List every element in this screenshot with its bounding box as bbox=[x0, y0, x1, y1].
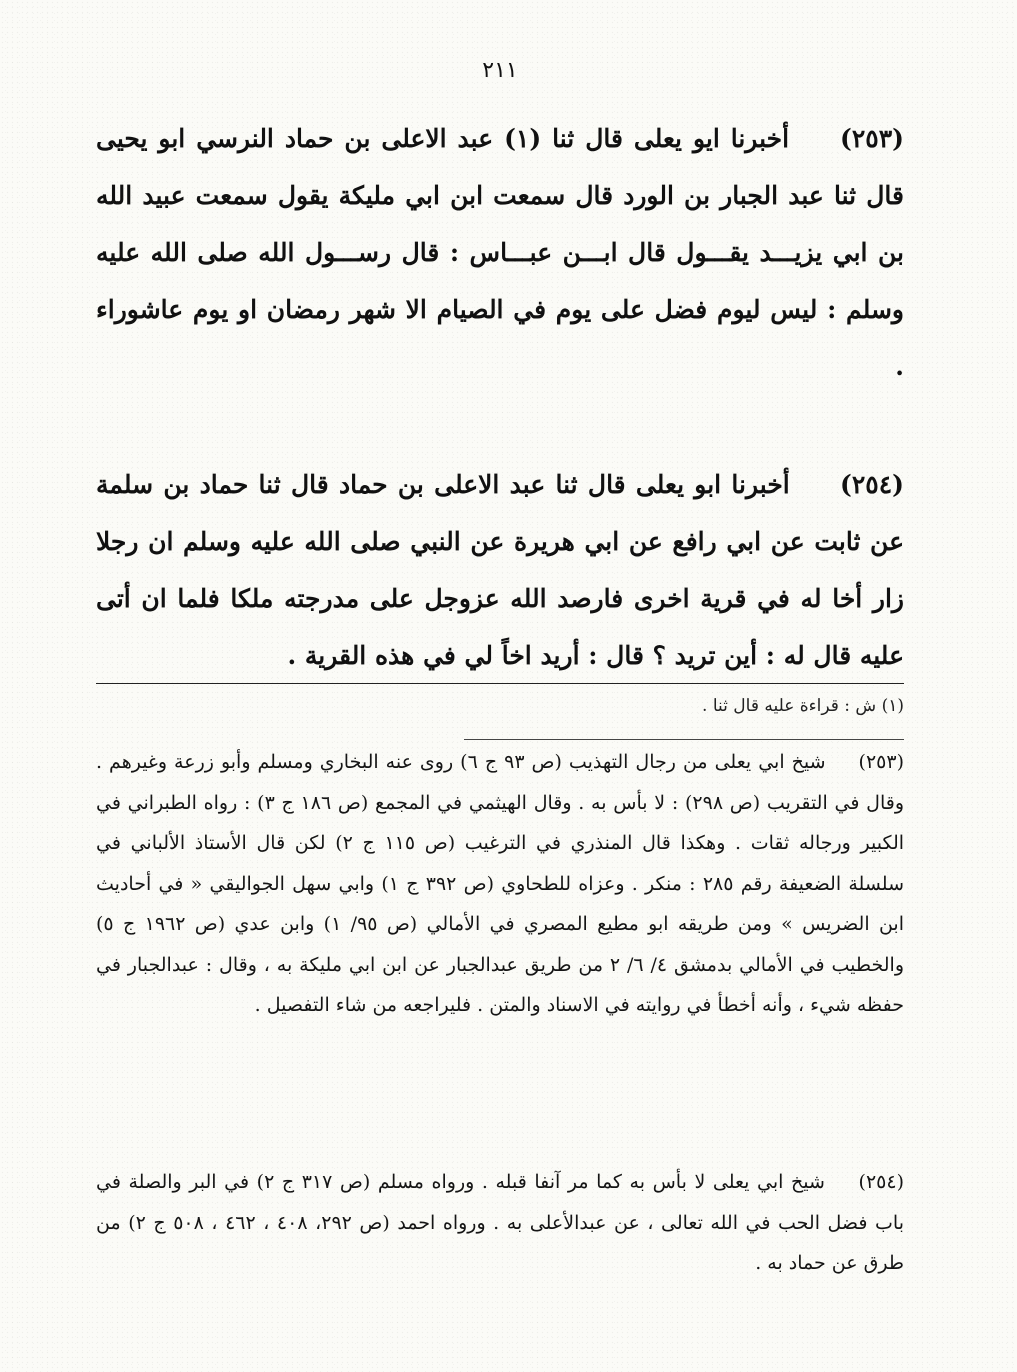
hadith-254-text: أخبرنا ابو يعلى قال ثنا عبد الاعلى بن حماد قال ثنا حماد بن سلمة عن ثابت عن ابي رافع عن ابي هريرة عن النبي صلى الله عليه وسلم ان رجلا زار أخا له في قرية اخرى فارصد الله عزوجل على مدرجته ملكا فلما ان أتى عليه قال له : أين تريد ؟ قال : أريد اخاً لي في هذه القرية . bbox=[96, 470, 904, 670]
hadith-254-number: (٢٥٤) bbox=[840, 470, 904, 499]
page-number: ٢١١ bbox=[482, 58, 518, 83]
footnote-1: (١) ش : قراءة عليه قال ثنا . bbox=[702, 696, 904, 716]
note-254-number: (٢٥٤) bbox=[858, 1171, 905, 1193]
note-253 bbox=[96, 742, 904, 1026]
main-text-divider bbox=[96, 683, 904, 684]
hadith-253 bbox=[96, 110, 904, 395]
hadith-253-text: أخبرنا ايو يعلى قال ثنا (١) عبد الاعلى بن حماد النرسي ابو يحيى قال ثنا عبد الجبار بن الورد قال سمعت ابن ابي مليكة يقول سمعت عبيد الله بن ابي يزيـــد يقـــول قال ابـــن عبـــاس : قال رســـول الله صلى الله عليه وسلم : ليس ليوم فضل على يوم في الصيام الا شهر رمضان او يوم عاشوراء . bbox=[96, 124, 904, 381]
note-254 bbox=[96, 1162, 904, 1284]
note-254-text: شيخ ابي يعلى لا بأس به كما مر آنفا قبله . ورواه مسلم (ص ٣١٧ ج ٢) في البر والصلة في باب فضل الحب في الله تعالى ، عن عبدالأعلى به . ورواه احمد (ص ٢٩٢، ٤٠٨ ، ٤٦٢ ، ٥٠٨ ج ٢) من طرق عن حماد به . bbox=[96, 1171, 904, 1274]
note-253-text: شيخ ابي يعلى من رجال التهذيب (ص ٩٣ ج ٦) روى عنه البخاري ومسلم وأبو زرعة وغيرهم . وقال في التقريب (ص ٢٩٨) : لا بأس به . وقال الهيثمي في المجمع (ص ١٨٦ ج ٣) : رواه الطبراني في الكبير ورجاله ثقات . وهكذا قال المنذري في الترغيب (ص ١١٥ ج ٢) لكن قال الأستاذ الألباني في سلسلة الضعيفة رقم ٢٨٥ : منكر . وعزاه للطحاوي (ص ٣٩٢ ج ١) وابي سهل الجواليقي « في أحاديث ابن الضريس » ومن طريقه ابو مطيع المصري في الأمالي (ص ٩٥/ ١) وابن عدي (ص ١٩٦٢ ج ٥) والخطيب في الأمالي بدمشق ٤/ ٦/ ٢ من طريق عبدالجبار عن ابن ابي مليكة به ، وقال : عبدالجبار في حفظه شيء ، وأنه أخطأ في روايته في الاسناد والمتن . فليراجعه من شاء التفصيل . bbox=[96, 751, 905, 1016]
hadith-254 bbox=[96, 456, 904, 684]
book-page bbox=[96, 0, 904, 1372]
hadith-253-number: (٢٥٣) bbox=[840, 124, 904, 153]
notes-divider bbox=[464, 739, 904, 740]
note-253-number: (٢٥٣) bbox=[858, 751, 905, 773]
